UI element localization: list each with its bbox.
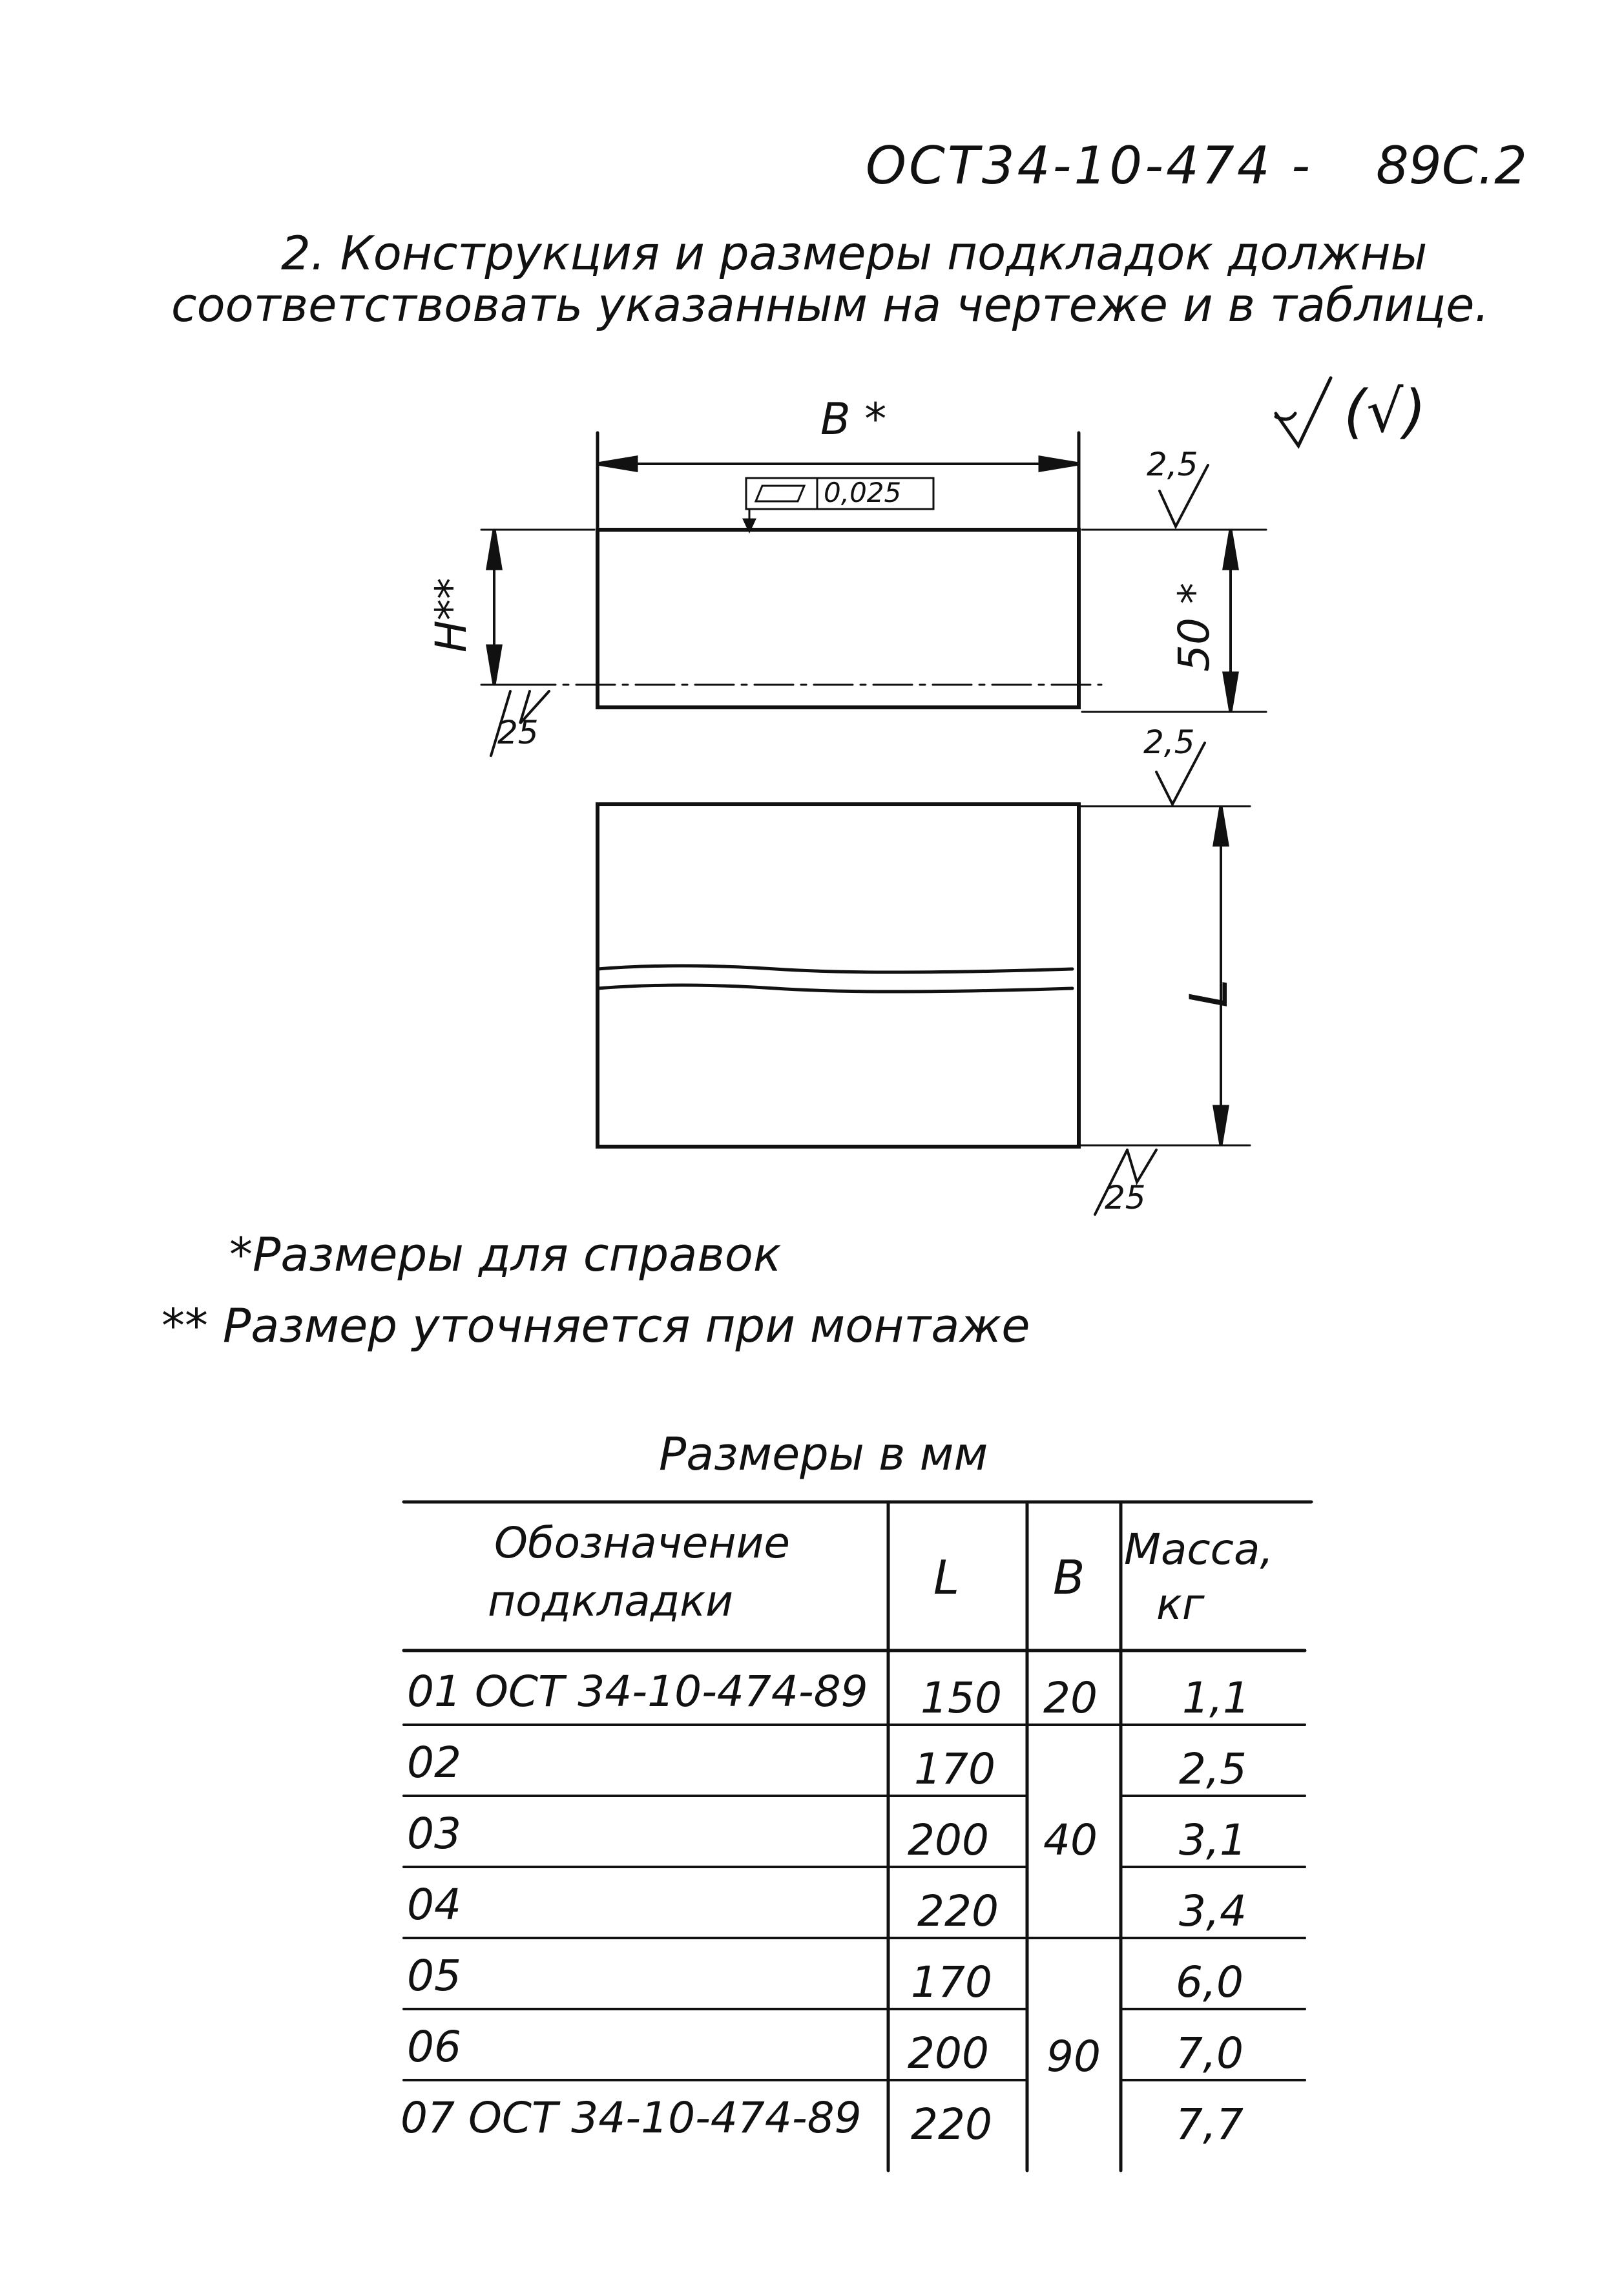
table-caption: Размеры в мм bbox=[659, 1428, 988, 1481]
b-group-20: 20 bbox=[1043, 1673, 1098, 1723]
roughness-general-paren: (√) bbox=[1344, 378, 1426, 446]
header-designation-2: подкладки bbox=[488, 1576, 734, 1626]
row-4-mass: 3,4 bbox=[1179, 1886, 1247, 1936]
row-4-l: 220 bbox=[917, 1886, 999, 1936]
note-adjusted-dimension: ** Размер уточняется при монтаже bbox=[161, 1298, 1030, 1353]
tolerance-value: 0,025 bbox=[824, 477, 902, 508]
row-5-mass: 6,0 bbox=[1176, 1957, 1244, 2007]
document-code: ОСТ34-10-474 - bbox=[866, 136, 1313, 196]
row-3-designation: 03 bbox=[407, 1809, 461, 1859]
row-6-designation: 06 bbox=[407, 2022, 461, 2072]
header-l: L bbox=[933, 1550, 960, 1605]
row-7-designation: 07 ОСТ 34-10-474-89 bbox=[401, 2093, 862, 2143]
row-1-l: 150 bbox=[921, 1673, 1002, 1723]
roughness-label-lower-bottom: 25 bbox=[1105, 1179, 1146, 1216]
row-6-l: 200 bbox=[908, 2028, 989, 2078]
dimension-b-label: B * bbox=[820, 394, 887, 445]
row-2-designation: 02 bbox=[407, 1738, 461, 1787]
header-b: B bbox=[1053, 1550, 1085, 1605]
page-number: 89С.2 bbox=[1376, 136, 1527, 196]
dimension-l-label: L bbox=[1179, 979, 1239, 1008]
header-mass-1: Масса, bbox=[1124, 1525, 1274, 1574]
row-1-mass: 1,1 bbox=[1182, 1673, 1250, 1723]
row-5-designation: 05 bbox=[407, 1951, 461, 2001]
row-5-l: 170 bbox=[911, 1957, 992, 2007]
row-3-l: 200 bbox=[908, 1815, 989, 1865]
paragraph-line-1: 2. Конструкция и размеры подкладок должны bbox=[281, 226, 1428, 280]
row-4-designation: 04 bbox=[407, 1880, 461, 1930]
roughness-label-upper-left: 25 bbox=[497, 714, 539, 751]
b-group-90: 90 bbox=[1046, 2032, 1101, 2081]
row-1-designation: 01 ОСТ 34-10-474-89 bbox=[407, 1667, 868, 1716]
row-7-mass: 7,7 bbox=[1176, 2099, 1244, 2149]
header-mass-2: кг bbox=[1156, 1579, 1205, 1629]
roughness-label-lower-top: 2,5 bbox=[1143, 724, 1195, 761]
dimension-h-label: H** bbox=[426, 578, 476, 652]
row-7-l: 220 bbox=[911, 2099, 992, 2149]
row-6-mass: 7,0 bbox=[1176, 2028, 1244, 2078]
b-group-40: 40 bbox=[1043, 1815, 1098, 1865]
header-designation-1: Обозначение bbox=[494, 1518, 790, 1568]
row-3-mass: 3,1 bbox=[1179, 1815, 1247, 1865]
dimension-50-label: 50 * bbox=[1169, 583, 1219, 672]
row-2-mass: 2,5 bbox=[1179, 1744, 1247, 1794]
paragraph-line-2: соответствовать указанным на чертеже и в таблице. bbox=[171, 278, 1490, 332]
note-reference-dimensions: *Размеры для справок bbox=[229, 1227, 782, 1282]
roughness-label-upper-right: 2,5 bbox=[1147, 446, 1198, 483]
row-2-l: 170 bbox=[914, 1744, 995, 1794]
